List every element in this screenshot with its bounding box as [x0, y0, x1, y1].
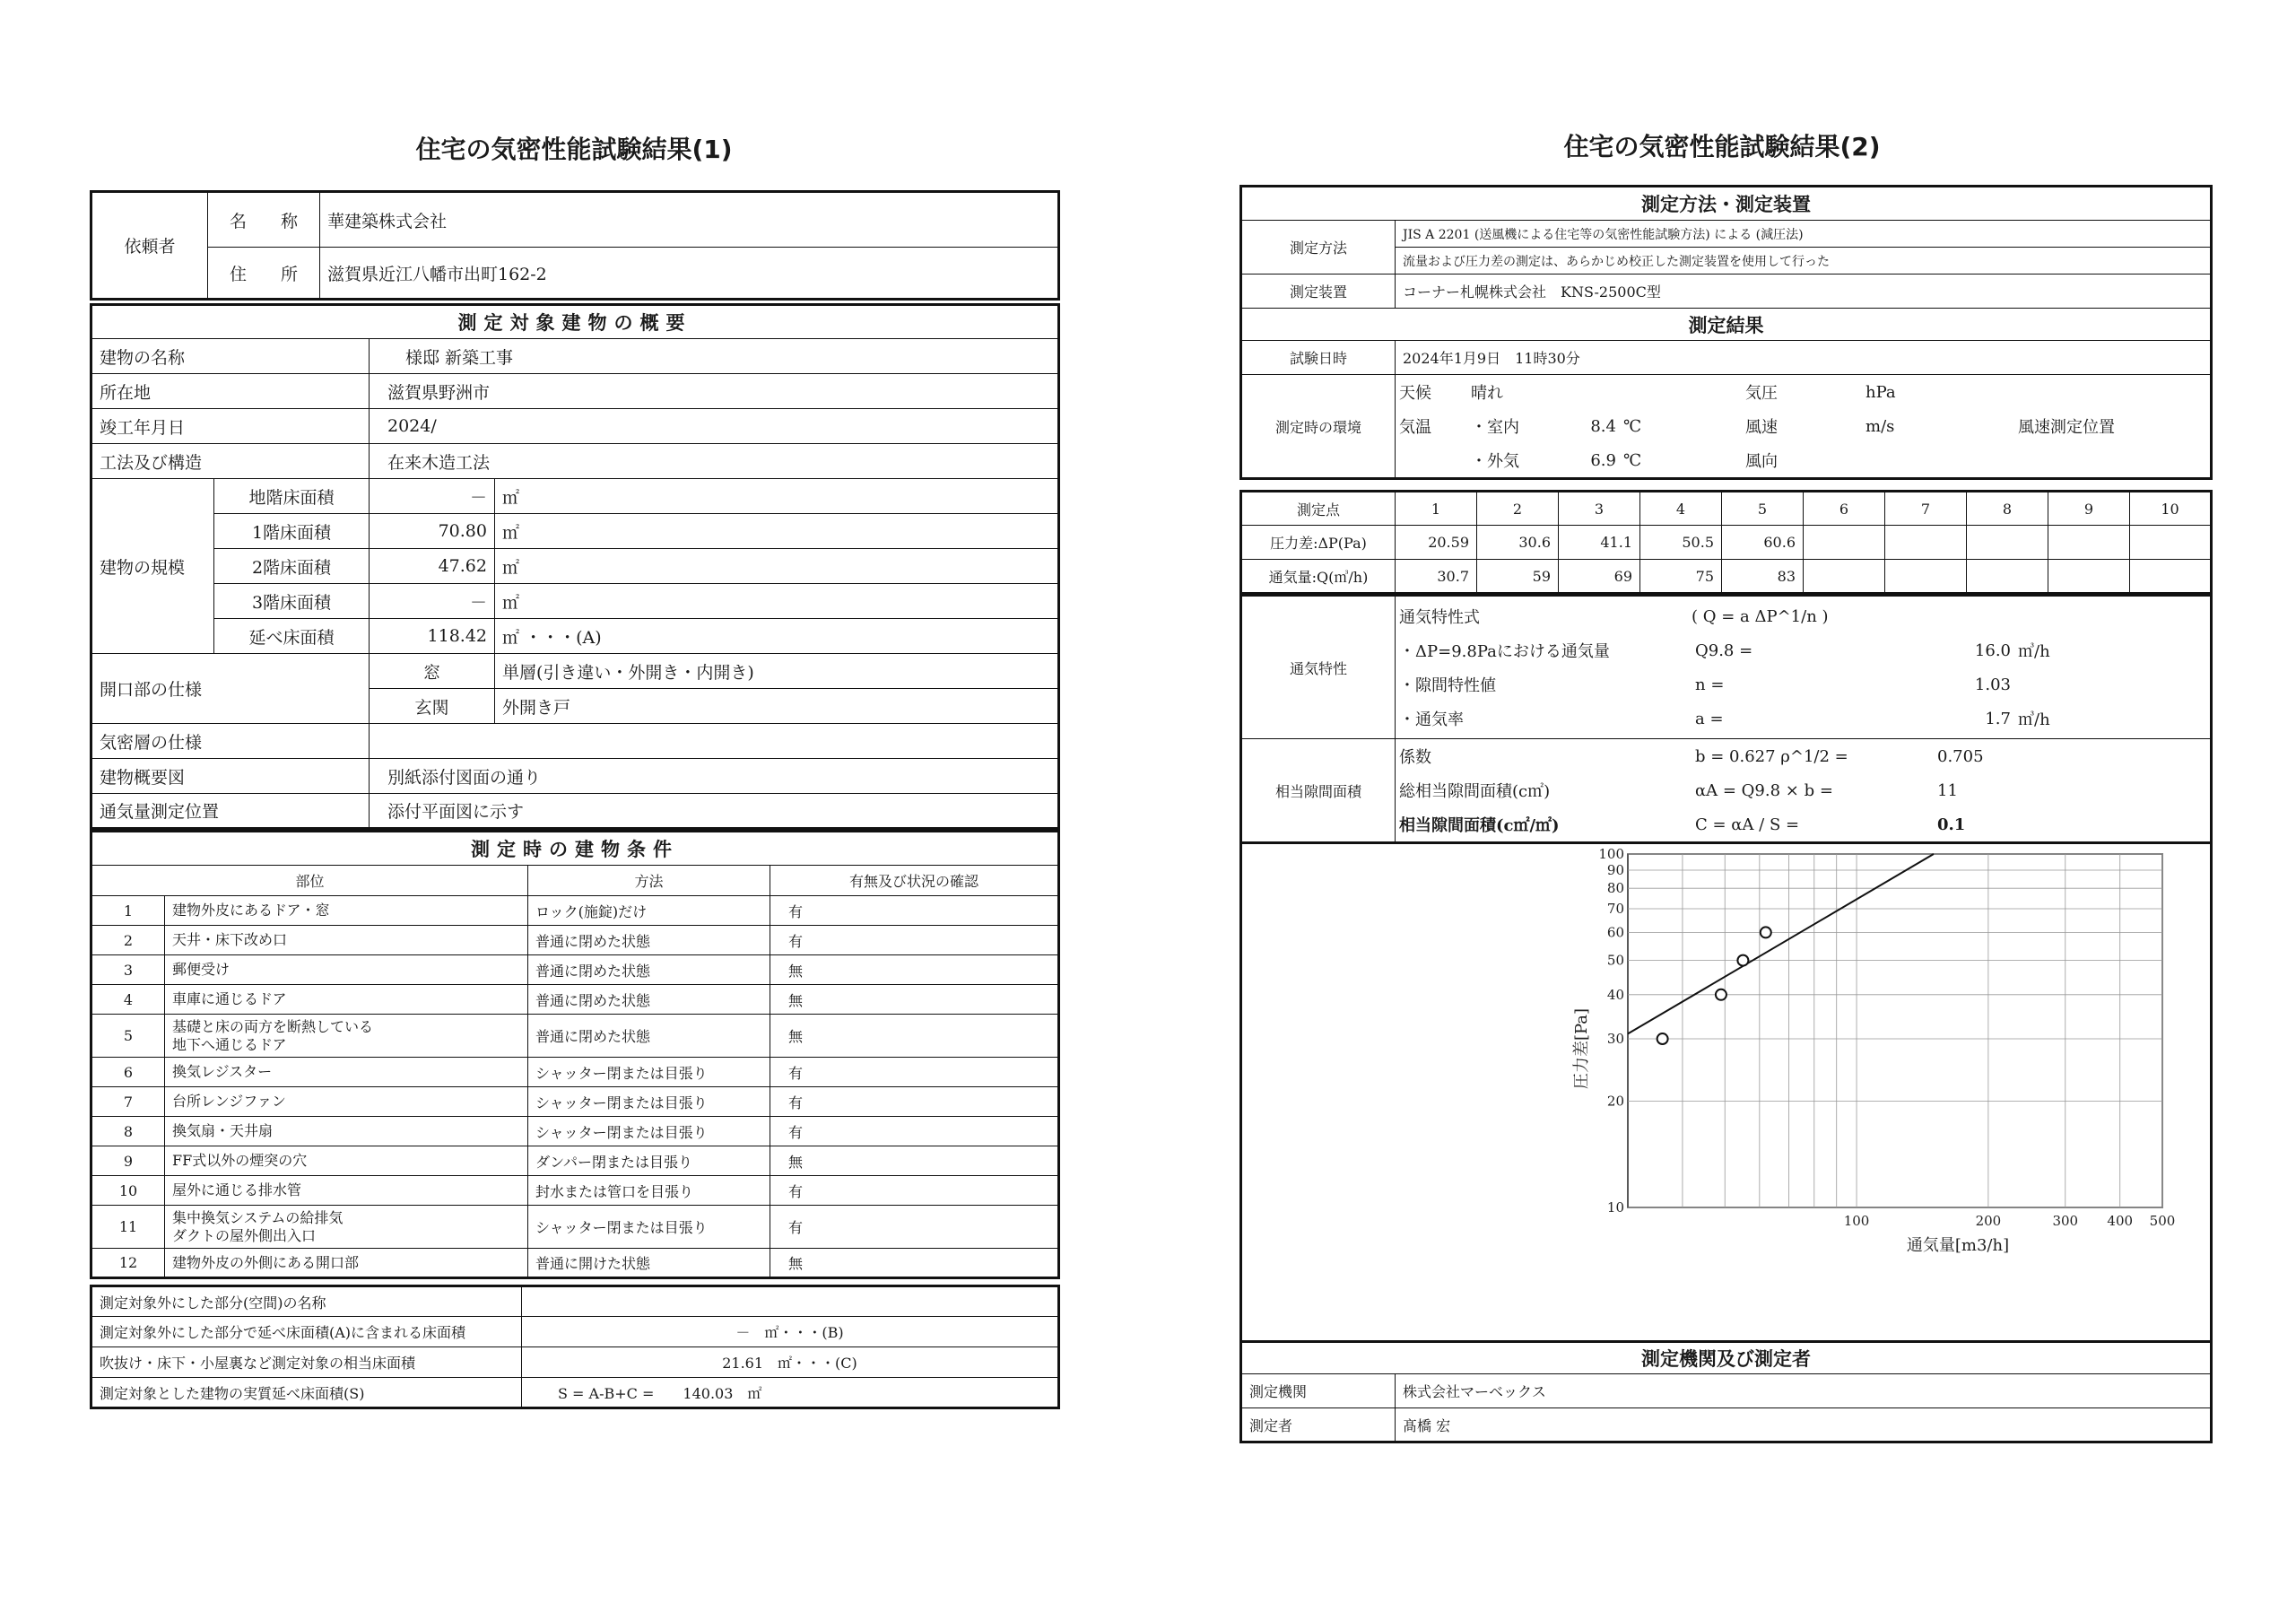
- completion-value: 2024/: [370, 409, 1059, 444]
- condition-no: 1: [91, 896, 165, 926]
- condition-method: シャッター閉または目張り: [528, 1206, 770, 1249]
- dp-value: [1967, 526, 2048, 560]
- scale-label: 建物の規模: [91, 479, 214, 654]
- y-tick-label: 60: [1606, 924, 1624, 941]
- scale-row-value: －: [370, 479, 495, 514]
- method-line1: JIS A 2201 (送風機による住宅等の気密性能試験方法) による (減圧法): [1396, 221, 2212, 248]
- n-sym: n =: [1695, 675, 1725, 694]
- condition-part: 郵便受け: [165, 955, 528, 985]
- weather-label: 天候: [1399, 384, 1431, 403]
- q-value: 69: [1559, 560, 1640, 594]
- scale-row-unit: ㎡: [502, 627, 520, 648]
- condition-part: 天井・床下改め口: [165, 926, 528, 955]
- client-name-value: 華建築株式会社: [320, 192, 1059, 248]
- area-row: [91, 1347, 1059, 1378]
- condition-method: 普通に閉めた状態: [528, 926, 770, 955]
- q98-label: ・ΔP=9.8Paにおける通気量: [1399, 642, 1610, 661]
- condition-no: 10: [91, 1176, 165, 1206]
- data-point: [1737, 955, 1748, 966]
- condition-part: 台所レンジファン: [165, 1087, 528, 1117]
- scale-row-label: 地階床面積: [214, 479, 370, 514]
- scale-row-value: 118.42: [370, 619, 495, 654]
- scale-row-value: －: [370, 584, 495, 619]
- dp-value: 30.6: [1477, 526, 1559, 560]
- opening-label: 開口部の仕様: [91, 654, 370, 724]
- q-value: [1804, 560, 1885, 594]
- a-value: 1.7: [1985, 709, 2011, 728]
- gap-grid: [1396, 739, 2210, 841]
- condition-row: [91, 985, 1059, 1015]
- dp-value: [1804, 526, 1885, 560]
- method-label: 工法及び構造: [91, 444, 370, 479]
- condition-part: 換気レジスター: [165, 1058, 528, 1087]
- condition-check: 有: [770, 896, 1059, 926]
- page-right: [1148, 0, 2296, 1621]
- scale-row-unit: ㎡: [502, 592, 520, 613]
- org-value: 株式会社マーベックス: [1396, 1374, 2212, 1408]
- formula-label: 通気特性式: [1399, 608, 1480, 627]
- area-label: 吹抜け・床下・小屋裏など測定対象の相当床面積: [91, 1347, 522, 1378]
- dp-label: 圧力差:ΔP(Pa): [1241, 526, 1396, 560]
- y-tick-label: 80: [1606, 880, 1624, 897]
- formula: ( Q = a ΔP^1/n ): [1692, 606, 1829, 626]
- opening-row-value: 単層(引き違い・外開き・内開き): [495, 654, 1059, 689]
- q-label: 通気量:Q(㎥/h): [1241, 560, 1396, 594]
- condition-check: 有: [770, 1087, 1059, 1117]
- scale-row-label: 1階床面積: [214, 514, 370, 549]
- condition-method: 普通に開けた状態: [528, 1249, 770, 1278]
- outdoor-value: 6.9: [1590, 450, 1616, 470]
- condition-no: 11: [91, 1206, 165, 1249]
- point-no: 3: [1559, 492, 1640, 526]
- condition-part: 集中換気システムの給排気 ダクトの屋外側出入口: [165, 1206, 528, 1249]
- wind-dir-label: 風向: [1745, 452, 1779, 471]
- coef-sym: b = 0.627 ρ^1/2 =: [1695, 746, 1848, 766]
- pressure-unit: hPa: [1866, 382, 1896, 402]
- overview-table: [90, 303, 1060, 830]
- q98-sym: Q9.8 =: [1695, 641, 1753, 660]
- area-value: [522, 1286, 1059, 1317]
- total-value: 11: [1937, 780, 1958, 800]
- dp-value: [2048, 526, 2130, 560]
- building-name-value: 様邸 新築工事: [370, 339, 1059, 374]
- org-header: 測定機関及び測定者: [1241, 1342, 2212, 1374]
- condition-row: [91, 1087, 1059, 1117]
- area-table: [90, 1285, 1060, 1409]
- c-value: 0.1: [1937, 815, 1966, 834]
- point-no: 2: [1477, 492, 1559, 526]
- date-label: 試験日時: [1241, 341, 1396, 375]
- method-header: 測定方法・測定装置: [1241, 187, 2212, 221]
- x-tick-label: 100: [1843, 1213, 1870, 1229]
- dp-value: 50.5: [1640, 526, 1722, 560]
- condition-method: シャッター閉または目張り: [528, 1117, 770, 1146]
- method-value: 在来木造工法: [370, 444, 1059, 479]
- y-tick-label: 20: [1606, 1093, 1624, 1110]
- coef-value: 0.705: [1937, 746, 1984, 766]
- points-table: [1239, 490, 2213, 595]
- drawing-label: 建物概要図: [91, 759, 370, 794]
- a-label: ・通気率: [1399, 710, 1464, 729]
- condition-method: シャッター閉または目張り: [528, 1058, 770, 1087]
- area-row: [91, 1286, 1059, 1317]
- q-value: 83: [1722, 560, 1804, 594]
- result-header: 測定結果: [1241, 309, 2212, 341]
- area-label: 測定対象とした建物の実質延べ床面積(S): [91, 1378, 522, 1408]
- overview-header: 測定対象建物の概要: [91, 305, 1059, 339]
- col-part: 部位: [91, 866, 528, 896]
- y-tick-label: 10: [1606, 1199, 1624, 1216]
- q98-unit: ㎥/h: [2018, 642, 2050, 661]
- scale-row-label: 2階床面積: [214, 549, 370, 584]
- area-value: S = A-B+C = 140.03 ㎡: [522, 1378, 1059, 1408]
- n-label: ・隙間特性値: [1399, 676, 1496, 695]
- condition-no: 3: [91, 955, 165, 985]
- condition-row: [91, 1176, 1059, 1206]
- c-sym: C = αA / S =: [1695, 815, 1800, 834]
- condition-row: [91, 1249, 1059, 1278]
- q-value: 30.7: [1396, 560, 1477, 594]
- coef-label: 係数: [1399, 748, 1431, 767]
- completion-label: 竣工年月日: [91, 409, 370, 444]
- method-label: 測定方法: [1241, 221, 1396, 275]
- wind-unit: m/s: [1866, 416, 1895, 436]
- dp-value: [2130, 526, 2212, 560]
- area-body: [91, 1286, 1059, 1408]
- condition-part: 建物外皮にあるドア・窓: [165, 896, 528, 926]
- wind-speed-label: 風速: [1745, 418, 1779, 437]
- opening-row-value: 外開き戸: [495, 689, 1059, 724]
- q-value: 75: [1640, 560, 1722, 594]
- condition-check: 有: [770, 1117, 1059, 1146]
- airtight-label: 気密層の仕様: [91, 724, 370, 759]
- airtight-value: [370, 724, 1059, 759]
- gap-label: 相当隙間面積: [1241, 739, 1396, 843]
- scale-row-suffix: ・・・(A): [525, 627, 602, 648]
- y-tick-label: 90: [1606, 862, 1624, 879]
- org-table: [1239, 1340, 2213, 1443]
- point-no: 7: [1885, 492, 1967, 526]
- condition-method: 封水または管口を目張り: [528, 1176, 770, 1206]
- scale-row-unit: ㎡: [502, 522, 520, 543]
- client-name-label: 名 称: [208, 192, 320, 248]
- airflow-pos-value: 添付平面図に示す: [370, 794, 1059, 829]
- data-point: [1657, 1033, 1668, 1044]
- point-no: 5: [1722, 492, 1804, 526]
- dp-value: 20.59: [1396, 526, 1477, 560]
- condition-part: FF式以外の煙突の穴: [165, 1146, 528, 1176]
- x-tick-label: 500: [2149, 1213, 2176, 1229]
- condition-method: ロック(施錠)だけ: [528, 896, 770, 926]
- x-tick-label: 200: [1975, 1213, 2002, 1229]
- x-tick-label: 300: [2052, 1213, 2079, 1229]
- point-no: 8: [1967, 492, 2048, 526]
- scale-row-value: 47.62: [370, 549, 495, 584]
- condition-method: 普通に閉めた状態: [528, 955, 770, 985]
- condition-check: 無: [770, 955, 1059, 985]
- client-label: 依頼者: [91, 192, 208, 300]
- q-value: 59: [1477, 560, 1559, 594]
- q-value: [2130, 560, 2212, 594]
- date-value: 2024年1月9日 11時30分: [1396, 341, 2212, 375]
- condition-row: [91, 926, 1059, 955]
- fit-line: [1628, 854, 1934, 1033]
- condition-check: 無: [770, 985, 1059, 1015]
- area-label: 測定対象外にした部分(空間)の名称: [91, 1286, 522, 1317]
- location-label: 所在地: [91, 374, 370, 409]
- y-tick-label: 30: [1606, 1031, 1624, 1048]
- q-value: [2048, 560, 2130, 594]
- conditions-body: [91, 896, 1059, 1278]
- a-sym: a =: [1695, 709, 1724, 728]
- condition-check: 有: [770, 926, 1059, 955]
- col-method: 方法: [528, 866, 770, 896]
- condition-no: 7: [91, 1087, 165, 1117]
- char-grid: [1396, 599, 2210, 736]
- a-unit: ㎥/h: [2018, 710, 2050, 729]
- condition-part: 車庫に通じるドア: [165, 985, 528, 1015]
- data-point: [1716, 989, 1726, 1000]
- person-value: 髙橋 宏: [1396, 1408, 2212, 1442]
- method-line2: 流量および圧力差の測定は、あらかじめ校正した測定装置を使用して行った: [1396, 248, 2212, 275]
- characteristics-table: [1239, 594, 2213, 844]
- col-check: 有無及び状況の確認: [770, 866, 1059, 896]
- condition-no: 12: [91, 1249, 165, 1278]
- weather-value: 晴れ: [1471, 384, 1503, 403]
- condition-check: 無: [770, 1015, 1059, 1058]
- plot-area: [1628, 854, 2162, 1207]
- condition-row: [91, 896, 1059, 926]
- indoor-label: ・室内: [1471, 418, 1519, 437]
- c-label: 相当隙間面積(c㎡/㎡): [1399, 816, 1560, 835]
- indoor-value: 8.4: [1590, 416, 1616, 436]
- point-no: 9: [2048, 492, 2130, 526]
- total-label: 総相当隙間面積(c㎡): [1399, 782, 1551, 801]
- pressure-flow-chart: [1242, 841, 2210, 1340]
- env-label: 測定時の環境: [1241, 375, 1396, 479]
- method-table: [1239, 185, 2213, 480]
- condition-row: [91, 1015, 1059, 1058]
- q98-value: 16.0: [1974, 641, 2011, 660]
- outdoor-label: ・外気: [1471, 452, 1519, 471]
- y-tick-label: 100: [1598, 846, 1624, 862]
- q-value: [1885, 560, 1967, 594]
- condition-method: ダンパー閉または目張り: [528, 1146, 770, 1176]
- condition-part: 屋外に通じる排水管: [165, 1176, 528, 1206]
- condition-check: 有: [770, 1206, 1059, 1249]
- dp-value: [1885, 526, 1967, 560]
- client-addr-label: 住 所: [208, 248, 320, 300]
- y-axis-label: 圧力差[Pa]: [1572, 1007, 1591, 1090]
- page2-title: 住宅の気密性能試験結果(2): [1563, 132, 1881, 161]
- point-no: 4: [1640, 492, 1722, 526]
- pressure-label: 気圧: [1745, 384, 1779, 403]
- temp-label: 気温: [1399, 418, 1431, 437]
- chart-frame: [1239, 841, 2213, 1343]
- area-value: － ㎡・・・(B): [522, 1317, 1059, 1347]
- char-label: 通気特性: [1241, 596, 1396, 739]
- n-value: 1.03: [1974, 675, 2011, 694]
- person-label: 測定者: [1241, 1408, 1396, 1442]
- client-table: [90, 190, 1060, 301]
- y-tick-label: 70: [1606, 901, 1624, 918]
- condition-row: [91, 1146, 1059, 1176]
- page1-title: 住宅の気密性能試験結果(1): [415, 135, 733, 164]
- area-value: 21.61 ㎡・・・(C): [522, 1347, 1059, 1378]
- condition-check: 有: [770, 1058, 1059, 1087]
- point-no: 1: [1396, 492, 1477, 526]
- point-no: 10: [2130, 492, 2212, 526]
- condition-method: シャッター閉または目張り: [528, 1087, 770, 1117]
- device-label: 測定装置: [1241, 275, 1396, 309]
- condition-row: [91, 1117, 1059, 1146]
- airflow-pos-label: 通気量測定位置: [91, 794, 370, 829]
- env-grid: [1396, 375, 2210, 477]
- condition-no: 6: [91, 1058, 165, 1087]
- condition-part: 換気扇・天井扇: [165, 1117, 528, 1146]
- dp-value: 60.6: [1722, 526, 1804, 560]
- y-tick-label: 40: [1606, 986, 1624, 1003]
- condition-check: 無: [770, 1146, 1059, 1176]
- location-value: 滋賀県野洲市: [370, 374, 1059, 409]
- condition-row: [91, 955, 1059, 985]
- area-row: [91, 1378, 1059, 1408]
- condition-no: 8: [91, 1117, 165, 1146]
- condition-part: 建物外皮の外側にある開口部: [165, 1249, 528, 1278]
- points-label: 測定点: [1241, 492, 1396, 526]
- wind-pos-label: 風速測定位置: [2018, 418, 2116, 437]
- condition-method: 普通に閉めた状態: [528, 1015, 770, 1058]
- condition-part: 基礎と床の両方を断熱している 地下へ通じるドア: [165, 1015, 528, 1058]
- client-addr-value: 滋賀県近江八幡市出町162-2: [320, 248, 1059, 300]
- data-point: [1761, 927, 1771, 937]
- scale-row-unit: ㎡: [502, 487, 520, 508]
- building-name-label: 建物の名称: [91, 339, 370, 374]
- conditions-header: 測定時の建物条件: [91, 832, 1059, 866]
- opening-row-label: 玄関: [370, 689, 495, 724]
- org-label: 測定機関: [1241, 1374, 1396, 1408]
- temp-unit: ℃: [1623, 416, 1642, 436]
- condition-check: 有: [770, 1176, 1059, 1206]
- condition-no: 2: [91, 926, 165, 955]
- scale-row-label: 3階床面積: [214, 584, 370, 619]
- area-row: [91, 1317, 1059, 1347]
- x-axis-label: 通気量[m3/h]: [1906, 1236, 2010, 1255]
- q-value: [1967, 560, 2048, 594]
- condition-check: 無: [770, 1249, 1059, 1278]
- condition-no: 5: [91, 1015, 165, 1058]
- condition-no: 4: [91, 985, 165, 1015]
- x-tick-label: 400: [2107, 1213, 2134, 1229]
- conditions-table: [90, 830, 1060, 1279]
- y-tick-label: 50: [1606, 952, 1624, 969]
- scale-row-value: 70.80: [370, 514, 495, 549]
- device-value: コーナー札幌株式会社 KNS-2500C型: [1396, 275, 2212, 309]
- area-label: 測定対象外にした部分で延べ床面積(A)に含まれる床面積: [91, 1317, 522, 1347]
- condition-row: [91, 1058, 1059, 1087]
- scale-row-unit: ㎡: [502, 557, 520, 578]
- temp-unit: ℃: [1623, 450, 1642, 470]
- total-sym: αA = Q9.8 × b =: [1695, 780, 1833, 800]
- opening-row-label: 窓: [370, 654, 495, 689]
- drawing-value: 別紙添付図面の通り: [370, 759, 1059, 794]
- condition-row: [91, 1206, 1059, 1249]
- condition-no: 9: [91, 1146, 165, 1176]
- point-no: 6: [1804, 492, 1885, 526]
- condition-method: 普通に閉めた状態: [528, 985, 770, 1015]
- scale-row-label: 延べ床面積: [214, 619, 370, 654]
- dp-value: 41.1: [1559, 526, 1640, 560]
